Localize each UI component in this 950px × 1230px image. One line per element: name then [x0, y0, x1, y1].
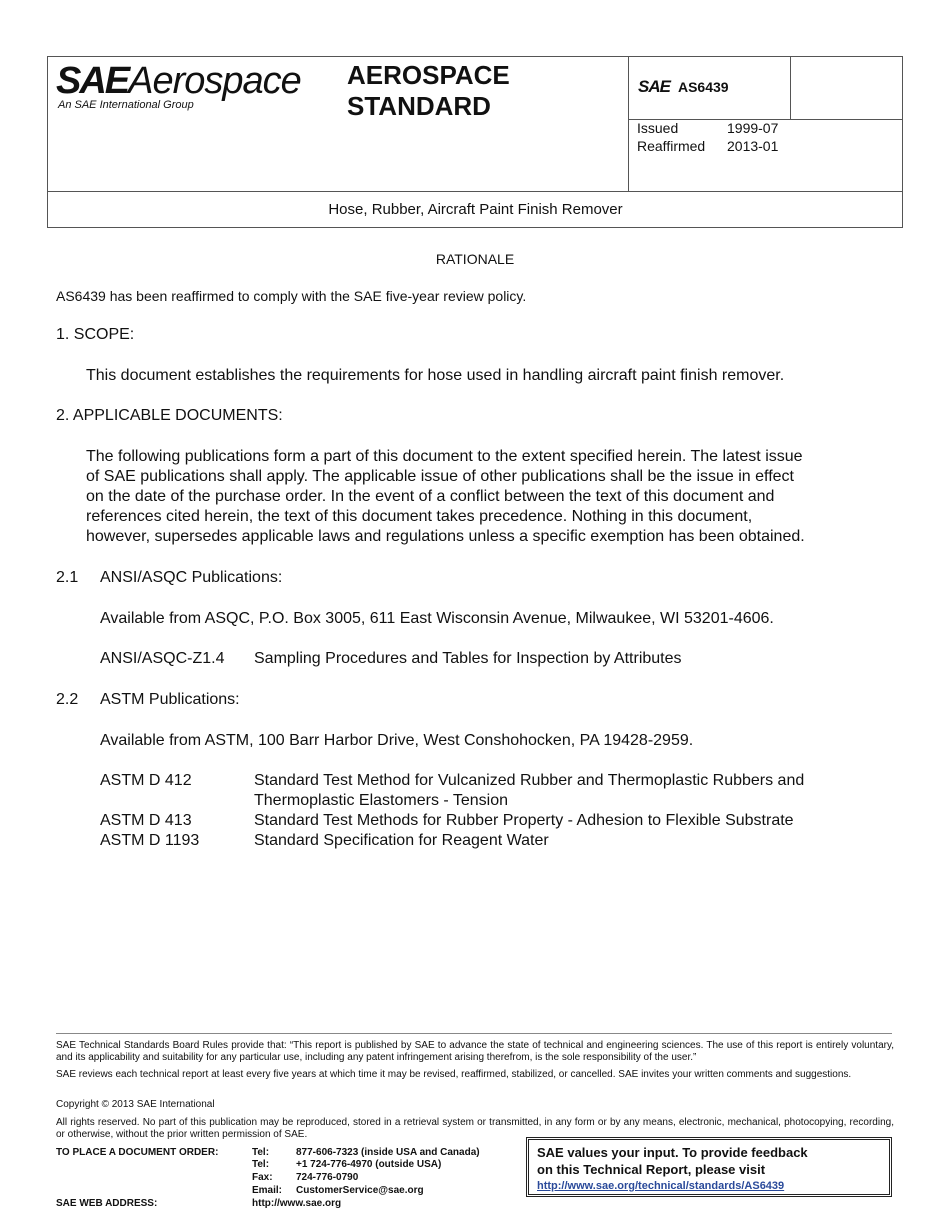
reference-title: Standard Test Method for Vulcanized Rubber and Thermoplastic Rubbers and — [254, 772, 805, 789]
reference-title-continued: Thermoplastic Elastomers - Tension — [254, 792, 509, 809]
section-2-1-heading: ANSI/ASQC Publications: — [100, 569, 283, 586]
feedback-link[interactable]: http://www.sae.org/technical/standards/AS6439 — [537, 1180, 785, 1192]
issue-dates — [637, 119, 778, 155]
divider — [790, 57, 791, 119]
sae-mini-logo: SAE — [638, 77, 670, 96]
feedback-text: on this Technical Report, please visit — [537, 1162, 766, 1177]
section-2-heading: 2. APPLICABLE DOCUMENTS: — [56, 407, 283, 424]
section-2-1-availability: Available from ASQC, P.O. Box 3005, 611 East Wisconsin Avenue, Milwaukee, WI 53201-4606. — [100, 610, 774, 627]
fax-label: Fax: — [252, 1172, 273, 1183]
tel-label: Tel: — [252, 1147, 270, 1158]
document-number-block — [638, 77, 729, 97]
reference-id: ASTM D 1193 — [100, 832, 200, 849]
reference-title: Standard Test Methods for Rubber Property - Adhesion to Flexible Substrate — [254, 812, 794, 829]
logo-sae-text: SAE — [56, 60, 129, 102]
rationale-text: AS6439 has been reaffirmed to comply with the SAE five-year review policy. — [56, 288, 527, 304]
logo-subtitle: An SAE International Group — [58, 99, 194, 111]
section-1-heading: 1. SCOPE: — [56, 326, 135, 343]
divider — [628, 57, 629, 191]
reaffirmed-label: Reaffirmed — [637, 138, 706, 154]
reference-title: Standard Specification for Reagent Water — [254, 832, 549, 849]
section-2-line: references cited herein, the text of this document takes precedence. Nothing in this document, — [86, 508, 753, 525]
section-2-2-heading: ASTM Publications: — [100, 691, 240, 708]
tel-value: +1 724-776-4970 (outside USA) — [296, 1159, 442, 1170]
footer-review-text: SAE reviews each technical report at least every five years at which time it may be revised, reaffirmed, stabilized, or cancelled. SAE invites your written comments and suggestions. — [56, 1069, 852, 1080]
web-address-label: SAE WEB ADDRESS: — [56, 1198, 158, 1209]
divider — [48, 191, 903, 192]
section-2-line: The following publications form a part of this document to the extent specified herein. The latest issue — [86, 448, 803, 465]
email-value[interactable]: CustomerService@sae.org — [296, 1185, 424, 1196]
footer-rules-text: SAE Technical Standards Board Rules provide that: “This report is published by SAE to advance the state of technical and engineering sciences. The use of this report is entirely voluntary, and its applicability and suitability for any particular use, including any patent infringement arising therefrom, is the sole responsibility of the user.” — [56, 1040, 894, 1063]
tel-value: 877-606-7323 (inside USA and Canada) — [296, 1147, 480, 1158]
order-label: TO PLACE A DOCUMENT ORDER: — [56, 1147, 219, 1158]
section-1-text: This document establishes the requirements for hose used in handling aircraft paint finish remover. — [86, 367, 785, 384]
document-title: Hose, Rubber, Aircraft Paint Finish Remover — [328, 201, 623, 218]
section-2-line: on the date of the purchase order. In the event of a conflict between the text of this document and — [86, 488, 775, 505]
section-2-2-number: 2.2 — [56, 691, 79, 708]
fax-value: 724-776-0790 — [296, 1172, 359, 1183]
web-address-value[interactable]: http://www.sae.org — [252, 1198, 342, 1209]
document-number: AS6439 — [677, 79, 729, 95]
document-type-line: AEROSPACE — [347, 60, 510, 90]
reference-id: ANSI/ASQC-Z1.4 — [100, 650, 225, 667]
rationale-heading: RATIONALE — [435, 251, 515, 267]
issued-value: 1999-07 — [727, 120, 779, 136]
tel-label: Tel: — [252, 1159, 270, 1170]
section-2-2-availability: Available from ASTM, 100 Barr Harbor Drive, West Conshohocken, PA 19428-2959. — [100, 732, 694, 749]
reference-title: Sampling Procedures and Tables for Inspection by Attributes — [254, 650, 682, 667]
sae-aerospace-logo — [56, 61, 301, 111]
footer-rights-text: All rights reserved. No part of this publication may be reproduced, stored in a retrieval system or transmitted, in any form or by any means, electronic, mechanical, photocopying, recording, or otherwise, without the prior written permission of SAE. — [56, 1117, 894, 1140]
reaffirmed-value: 2013-01 — [727, 138, 779, 154]
reference-id: ASTM D 413 — [100, 812, 192, 829]
section-2-line: of SAE publications shall apply. The applicable issue of other publications shall be the issue in effect — [86, 468, 794, 485]
footer-copyright: Copyright © 2013 SAE International — [56, 1099, 215, 1110]
issued-label: Issued — [637, 120, 679, 136]
document-type — [347, 60, 510, 122]
document-type-line: STANDARD — [347, 91, 491, 121]
logo-aerospace-text: Aerospace — [128, 60, 301, 102]
feedback-box — [526, 1137, 892, 1197]
section-2-1-number: 2.1 — [56, 569, 79, 586]
section-2-line: however, supersedes applicable laws and regulations unless a specific exemption has been obtained. — [86, 528, 805, 545]
reference-id: ASTM D 412 — [100, 772, 192, 789]
feedback-text: SAE values your input. To provide feedback — [537, 1145, 808, 1160]
footer-divider — [56, 1033, 892, 1034]
header-box — [47, 56, 903, 228]
email-label: Email: — [252, 1185, 283, 1196]
